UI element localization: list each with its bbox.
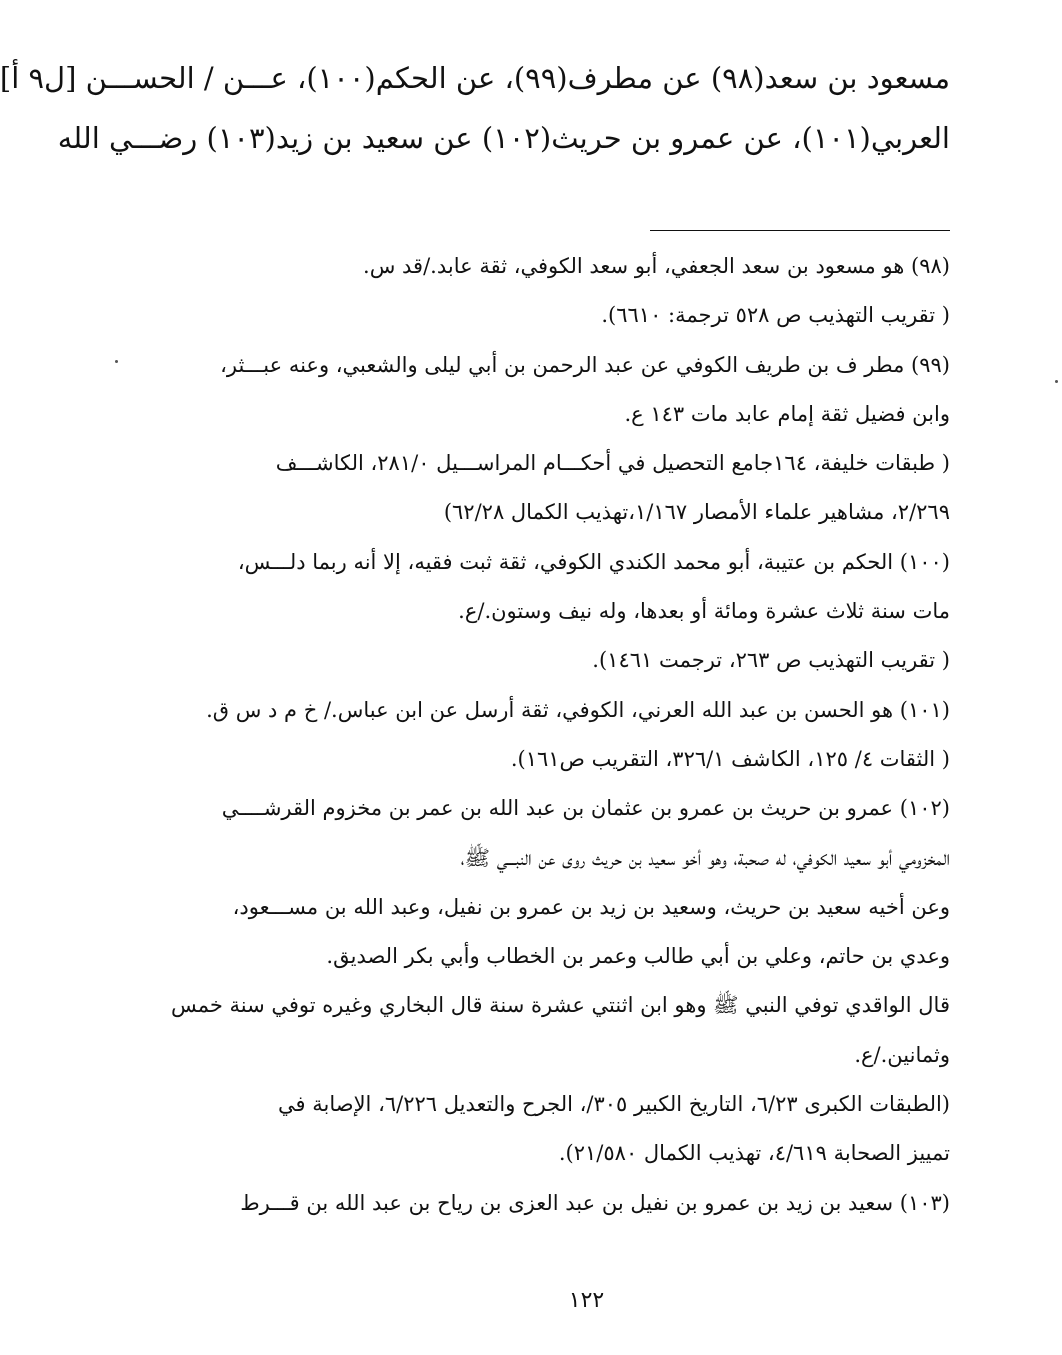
footnote-line-14: وعن أخيه سعيد بن حريث، وسعيد بن زيد بن عمرو بن نفيل، وعبد الله بن مســـعود، (232, 894, 950, 919)
footnote-line-12: (١٠٢) عمرو بن حريث بن عمرو بن عثمان بن عبد الله بن عمر بن مخزوم القرشــــي (221, 796, 950, 821)
footnote-line-5: ( طبقات خليفة، ١٦٤جامع التحصيل في أحكـــام المراســـيل ٢٨١/٠، الكاشـــف (275, 451, 950, 476)
footnote-line-20: (١٠٣) سعيد بن زيد بن عمرو بن نفيل بن عبد العزى بن رياح بن عبد الله بن قـــرط (240, 1190, 950, 1215)
footnote-line-10: (١٠١) هو الحسن بن عبد الله العرني، الكوفي، ثقة أرسل عن ابن عباس./ خ م د س ق. (206, 697, 950, 722)
footnote-line-1: (٩٨) هو مسعود بن سعد الجعفي، أبو سعد الكوفي، ثقة عابد./قد س. (363, 254, 950, 278)
main-text-block (0, 48, 950, 168)
main-text-line-1: مسعود بن سعد(٩٨) عن مطرف(٩٩)، عن الحكم(١٠٠)، عـــن / الحســـن [ل٩ أ] (0, 61, 950, 95)
scan-speck (115, 360, 118, 363)
footnote-line-11: ( الثقات ٤/ ١٢٥، الكاشف ٣٢٦/١، التقريب ص١٦١). (510, 746, 950, 771)
main-text-line-2: العربي(١٠١)، عن عمرو بن حريث(١٠٢) عن سعيد بن زيد(١٠٣) رضـــي الله (57, 121, 950, 155)
footnote-separator (650, 230, 950, 231)
footnote-line-16: قال الواقدي توفي النبي ﷺ وهو ابن اثنتي عشرة سنة قال البخاري وغيره توفي سنة خمس (170, 993, 950, 1018)
footnote-line-2: ( تقريب التهذيب ص ٥٢٨ ترجمة: ٦٦١٠). (601, 303, 950, 328)
footnote-line-17: وثمانين./ع. (854, 1042, 950, 1067)
footnote-line-6: ٢/٢٦٩، مشاهير علماء الأمصار ١/١٦٧،تهذيب الكمال ٦٢/٢٨) (443, 500, 950, 525)
footnote-line-9: ( تقريب التهذيب ص ٢٦٣، ترجمت ١٤٦١). (592, 648, 950, 673)
footnotes-block (170, 242, 950, 1228)
footnote-line-13: المخزومي أبو سعيد الكوفي، له صحبة، وهو أخو سعيد بن حريث روى عن النبـــي ﷺ، (460, 845, 950, 870)
footnote-line-3: (٩٩) مطر ف بن طريف الكوفي عن عبد الرحمن بن أبي ليلى والشعبي، وعنه عبـــثر، (220, 352, 950, 377)
footnote-line-8: مات سنة ثلاث عشرة ومائة أو بعدها، وله نيف وستون./ع. (458, 599, 950, 624)
footnote-line-4: وابن فضيل ثقة إمام عابد مات ١٤٣ ع. (624, 401, 950, 426)
footnote-line-15: وعدي بن حاتم، وعلي بن أبي طالب وعمر بن الخطاب وأبي بكر الصديق. (326, 944, 950, 969)
footnote-line-7: (١٠٠) الحكم بن عتيبة، أبو محمد الكندي الكوفي، ثقة ثبت فقيه، إلا أنه ربما دلـــس، (237, 549, 950, 574)
page-number: ١٢٢ (568, 1288, 605, 1313)
footnote-line-19: تمييز الصحابة ٤/٦١٩، تهذيب الكمال ٢١/٥٨٠). (558, 1141, 950, 1166)
scan-speck (1055, 380, 1058, 383)
footnote-line-18: (الطبقات الكبرى ٦/٢٣، التاريخ الكبير ٣٠٥/، الجرح والتعديل ٦/٢٢٦، الإصابة في (278, 1092, 950, 1117)
